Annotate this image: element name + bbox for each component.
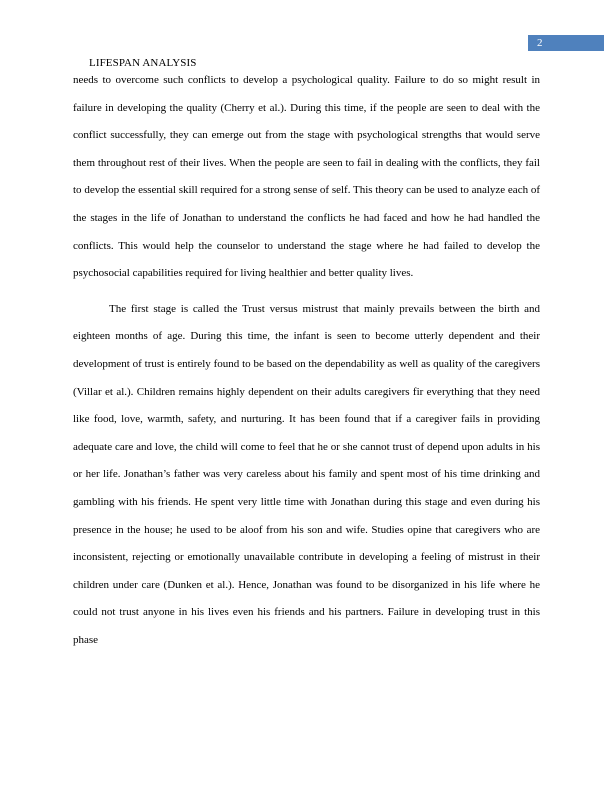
body-text (73, 67, 540, 654)
running-head: LIFESPAN ANALYSIS (89, 57, 197, 69)
paragraph-trust-vs-mistrust: The first stage is called the Trust versus mistrust that mainly prevails between the birth and eighteen months of age. During this time, the infant is seen to become utterly dependent and their development of trust is entirely found to be based on the dependability as well as quality of the caregivers (Villar et al.). Children remains highly dependent on their adults caregivers fir everything that they need like food, love, warmth, safety, and nurturing. It has been found that if a caregiver fails in providing adequate care and love, the child will come to feel that he or she cannot trust of depend upon adults in his or her life. Jonathan’s father was very careless about his family and spent most of his time drinking and gambling with his friends. He spent very little time with Jonathan during this stage and even during his presence in the house; he used to be aloof from his son and wife. Studies opine that caregivers who are inconsistent, rejecting or emotionally unavailable contribute in developing a feeling of mistrust in their children under care (Dunken et al.). Hence, Jonathan was found to be disorganized in his life where he could not trust anyone in his lives even his friends and his partners. Failure in developing trust in this phase (73, 302, 540, 646)
page-number-badge: 2 (528, 35, 604, 51)
paragraph-continued: needs to overcome such conflicts to develop a psychological quality. Failure to do so might result in failure in developing the quality (Cherry et al.). During this time, if the people are seen to deal with the conflict successfully, they can emerge out from the stage with psychological strengths that would serve them throughout rest of their lives. When the people are seen to fail in dealing with the conflicts, they fail to develop the essential skill required for a strong sense of self. This theory can be used to analyze each of the stages in the life of Jonathan to understand the conflicts he had faced and how he had handled the conflicts. This would help the counselor to understand the stage where he had failed to develop the psychosocial capabilities required for living healthier and better quality lives. (73, 74, 540, 280)
